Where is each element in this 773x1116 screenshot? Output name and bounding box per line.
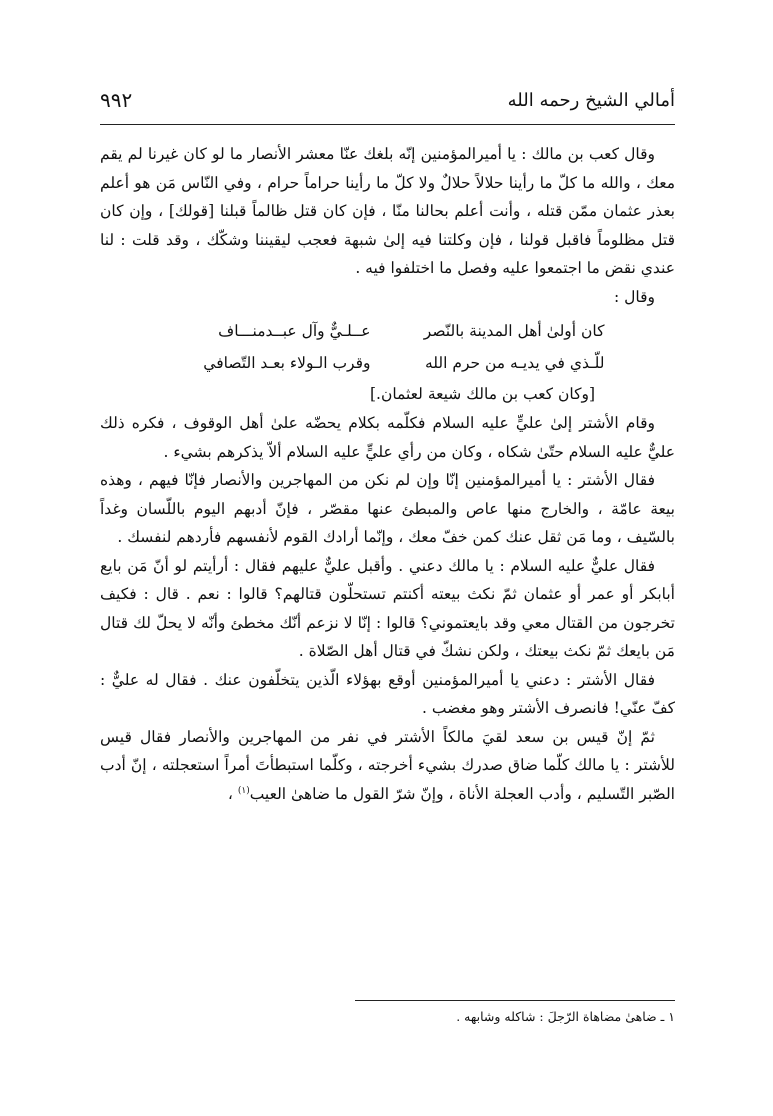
poem (100, 315, 675, 379)
poem-hemistich-second: عــلـيٌّ وآل عبــدمنـــاف (218, 322, 371, 340)
bracketed-note: [وكان كعب بن مالك شيعة لعثمان.] (369, 385, 595, 403)
footnote-marker: (١) (237, 785, 250, 796)
footnote: ١ ـ ضاهىٰ مضاهاة الرّجلَ : شاكله وشابهه . (456, 1009, 675, 1024)
page-number: ٩٩٢ (100, 88, 133, 112)
footnote-rule (355, 1000, 675, 1001)
poem-verse (100, 315, 675, 347)
poem-hemistich-first: كان أولىٰ أهل المدينة بالنّصر (423, 322, 605, 340)
paragraph-ali-speech: فقال عليٌّ عليه السلام : يا مالك دعني . وأقبل عليٌّ عليهم فقال : أرأيتم لو أنّ مَن بايع أبابكر أو عمر أو عثمان ثمّ نكث بيعته أكنتم تستحلّون قتالهم؟ قالوا : نعم . قال : فكيف تخرجون من القتال معي وقد بايعتموني؟ قالوا : إنّا لا نزعم أنّك مخطئ وأنّه لا يحلّ لك قتال مَن بايعك ثمّ نكث بيعتك ، ولكن نشكّ في قتال أهل الصّلاة . (100, 556, 675, 660)
header-rule (100, 124, 675, 125)
paragraph-ashtar-rises: وقام الأشتر إلىٰ عليٍّ عليه السلام فكلّمه بكلام يحضّه علىٰ أهل الوقوف ، فكره ذلك عليٌّ عليه السلام حتّىٰ شكاه ، وكان من رأي عليٍّ عليه السلام ألاّ يذكرهم بشيء . (100, 414, 675, 461)
main-text (100, 140, 675, 808)
trailing-comma: ، (227, 784, 233, 803)
paragraph-kaab-speech: وقال كعب بن مالك : يا أميرالمؤمنين إنّه بلغك عنّا معشر الأنصار ما لو كان غيرنا لم يقم معك ، والله ما كلّ ما رأينا حلالاً حلالٌ ولا كلّ ما رأينا حراماً حرام ، وفي النّاس مَن هو أعلم بعذر عثمان ممّن قتله ، وأنت أعلم بحالنا منّا ، فإن كان قتل ظالماً قبلنا [قولك] ، وإن كان قتل مظلوماً فاقبل قولنا ، فإن وكلتنا فيه إلىٰ شبهة فعجب ليقيننا وشكّك ، وقد قلت : لنا عندي نقض ما اجتمعوا عليه وفصل ما اختلفوا فيه . (100, 145, 675, 277)
paragraph-poem-intro: وقال : (613, 287, 655, 306)
poem-hemistich-second: وقرب الـولاء بعـد التّصافي (203, 354, 371, 372)
page-header (100, 82, 675, 120)
poem-verse (100, 347, 675, 379)
running-title: أمالي الشيخ رحمه الله (507, 90, 675, 111)
paragraph-ashtar-request: فقال الأشتر : دعني يا أميرالمؤمنين أوقع بهؤلاء الّذين يتخلّفون عنك . فقال له عليٌّ : كفّ عنّي! فانصرف الأشتر وهو مغضب . (100, 670, 675, 717)
paragraph-qays-speech (100, 723, 675, 809)
poem-hemistich-first: للّـذي في يديـه من حرم الله (424, 354, 605, 372)
paragraph-qays-text: ثمّ إنّ قيس بن سعد لقيَ مالكاً الأشتر في نفر من المهاجرين والأنصار فقال قيس للأشتر : يا مالك كلّما ضاق صدرك بشيء أخرجته ، وكلّما استبطأتَ أمراً استعجلته ، إنّ أدب الصّبر التّسليم ، وأدب العجلة الأناة ، وإنّ شرّ القول ما ضاهىٰ العيب (100, 727, 675, 803)
paragraph-ashtar-speech: فقال الأشتر : يا أميرالمؤمنين إنّا وإن لم نكن من المهاجرين والأنصار فإنّا فيهم ، وهذه بيعة عامّة ، والخارج منها عاص والمبطئ عنها مقصّر ، فإنّ أدبهم اليوم باللّسان وغداً بالسّيف ، وما مَن ثقل عنك كمن خفّ معك ، وإنّما أرادك القوم لأنفسهم فأردهم لنفسك . (100, 471, 675, 546)
